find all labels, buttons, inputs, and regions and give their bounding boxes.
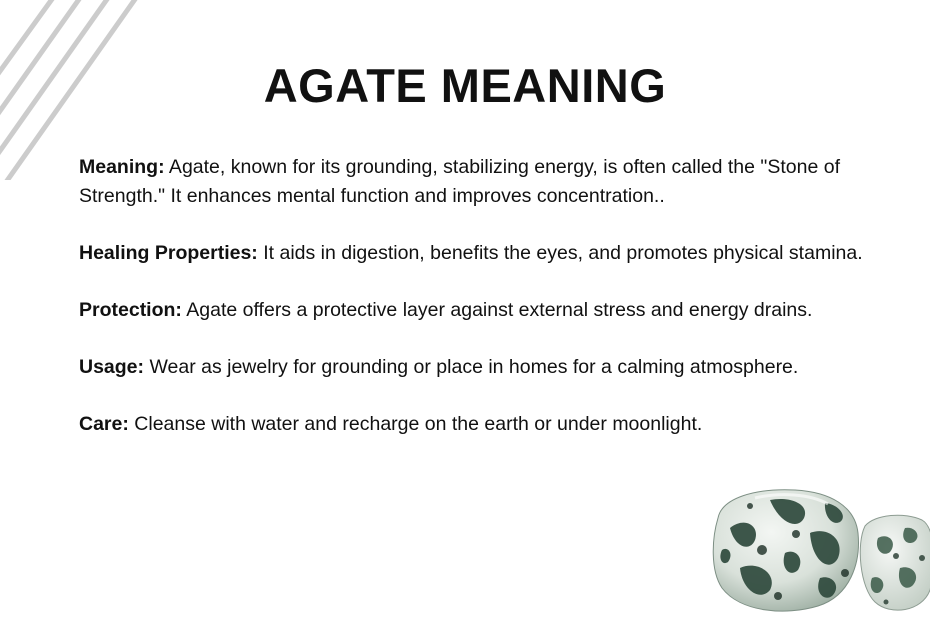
content <box>79 153 879 467</box>
section-protection <box>79 296 879 325</box>
section-meaning <box>79 153 879 211</box>
section-text: Agate, known for its grounding, stabilizing energy, is often called the "Stone of Strength." It enhances mental function and improves concentration.. <box>79 156 840 207</box>
section-care <box>79 410 879 439</box>
section-label: Protection: <box>79 299 182 321</box>
section-healing-properties <box>79 239 879 268</box>
page-title: AGATE MEANING <box>263 59 667 112</box>
section-usage <box>79 353 879 382</box>
section-text: It aids in digestion, benefits the eyes, and promotes physical stamina. <box>257 242 863 264</box>
agate-stone-small <box>860 515 930 610</box>
section-label: Healing Properties: <box>79 242 258 264</box>
moss-agate-stones-image <box>700 478 930 620</box>
section-label: Meaning: <box>79 156 165 178</box>
section-text: Wear as jewelry for grounding or place in homes for a calming atmosphere. <box>144 356 799 378</box>
section-text: Agate offers a protective layer against external stress and energy drains. <box>181 299 813 321</box>
section-label: Usage: <box>79 356 145 378</box>
section-label: Care: <box>79 413 129 435</box>
agate-stone-large <box>713 490 858 611</box>
section-text: Cleanse with water and recharge on the earth or under moonlight. <box>128 413 703 435</box>
